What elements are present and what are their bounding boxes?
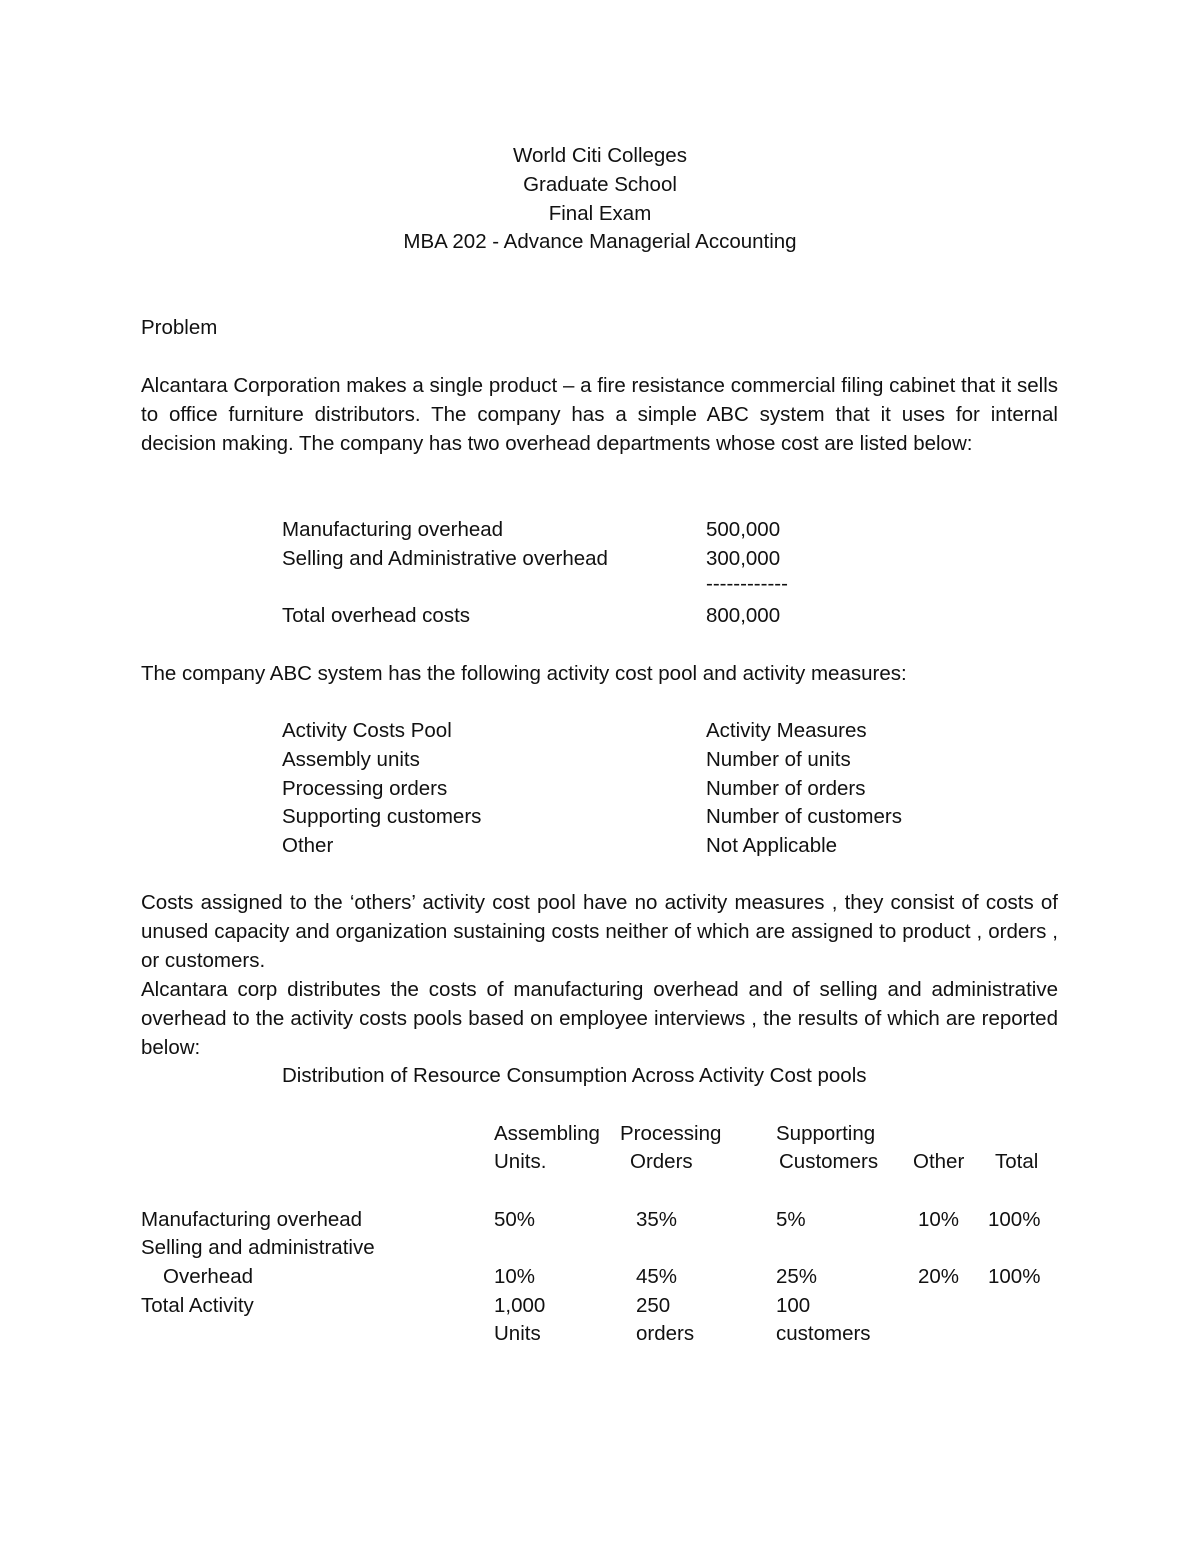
problem-heading: Problem bbox=[141, 316, 218, 339]
cell-assembling-unit: Units bbox=[494, 1322, 541, 1345]
total-label: Total overhead costs bbox=[282, 604, 471, 627]
activity-row bbox=[0, 746, 1200, 775]
school-division: Graduate School bbox=[523, 172, 677, 196]
document-header bbox=[0, 142, 1200, 257]
activity-row bbox=[0, 803, 1200, 832]
activity-measure: Number of units bbox=[706, 748, 851, 771]
cell-other: 10% bbox=[918, 1208, 960, 1231]
costs-paragraph: Costs assigned to the ‘others’ activity cost pool have no activity measures , they consist of costs of unused capacity and organization sustaining costs neither of which are assigned to product , orders , or customers. bbox=[141, 891, 1058, 972]
intro-paragraph: Alcantara Corporation makes a single product – a fire resistance commercial filing cabinet that it sells to office furniture distributors. The company has a simple ABC system that it uses for internal decision making. The company has two overhead departments whose cost are listed below: bbox=[141, 374, 1058, 455]
col-assembling-sub: Units. bbox=[494, 1150, 547, 1173]
cell-processing: 35% bbox=[636, 1208, 678, 1231]
overhead-label: Manufacturing overhead bbox=[282, 518, 504, 541]
activity-measure: Number of orders bbox=[706, 777, 866, 800]
activity-measure: Not Applicable bbox=[706, 834, 838, 857]
course-title: MBA 202 - Advance Managerial Accounting bbox=[403, 230, 797, 254]
overhead-row bbox=[0, 516, 1200, 545]
overhead-label: Selling and Administrative overhead bbox=[282, 547, 608, 570]
dist-header-row bbox=[0, 1120, 1200, 1149]
col-processing: Processing bbox=[620, 1122, 722, 1145]
col-assembling: Assembling bbox=[494, 1122, 600, 1145]
cell-processing-unit: orders bbox=[636, 1322, 695, 1345]
activity-pool: Other bbox=[282, 834, 334, 857]
school-name: World Citi Colleges bbox=[513, 144, 687, 167]
col-supporting-sub: Customers bbox=[779, 1150, 879, 1173]
activity-row bbox=[0, 832, 1200, 861]
row-label: Manufacturing overhead bbox=[141, 1208, 363, 1231]
row-label: Total Activity bbox=[141, 1294, 254, 1317]
distribution-paragraph: Alcantara corp distributes the costs of manufacturing overhead and of selling and administrative overhead to the activity costs pools based on employee interviews , the results of which are reported below: bbox=[141, 978, 1058, 1059]
dist-row-activity bbox=[0, 1292, 1200, 1321]
cell-supporting: 5% bbox=[776, 1208, 806, 1231]
cell-assembling: 50% bbox=[494, 1208, 536, 1231]
dist-row-selling bbox=[0, 1263, 1200, 1292]
cell-assembling: 1,000 bbox=[494, 1294, 546, 1317]
dist-row-selling-label bbox=[0, 1234, 1200, 1263]
cell-other: 20% bbox=[918, 1265, 960, 1288]
abc-intro: The company ABC system has the following activity cost pool and activity measures: bbox=[141, 662, 907, 685]
cell-total: 100% bbox=[988, 1265, 1041, 1288]
activity-header-row bbox=[0, 717, 1200, 746]
exam-title: Final Exam bbox=[548, 201, 652, 225]
cell-total: 100% bbox=[988, 1208, 1041, 1231]
distribution-title: Distribution of Resource Consumption Across Activity Cost pools bbox=[282, 1064, 867, 1087]
total-separator: ------------ bbox=[706, 572, 788, 595]
dist-row-manufacturing bbox=[0, 1206, 1200, 1235]
cell-assembling: 10% bbox=[494, 1265, 536, 1288]
col-total: Total bbox=[995, 1150, 1039, 1173]
activity-row bbox=[0, 775, 1200, 804]
cell-supporting: 25% bbox=[776, 1265, 818, 1288]
cell-processing: 45% bbox=[636, 1265, 678, 1288]
activity-pool: Processing orders bbox=[282, 777, 448, 800]
dist-header-row bbox=[0, 1148, 1200, 1177]
col-other: Other bbox=[913, 1150, 965, 1173]
activity-measure: Number of customers bbox=[706, 805, 902, 828]
cell-supporting: 100 bbox=[776, 1294, 811, 1317]
row-label-cont: Overhead bbox=[163, 1265, 254, 1288]
overhead-amount: 500,000 bbox=[706, 518, 781, 541]
header-measure: Activity Measures bbox=[706, 719, 867, 742]
activity-pool: Assembly units bbox=[282, 748, 420, 771]
total-amount: 800,000 bbox=[706, 604, 781, 627]
dist-row-activity-units bbox=[0, 1320, 1200, 1349]
header-pool: Activity Costs Pool bbox=[282, 719, 452, 742]
separator-row bbox=[0, 570, 1200, 599]
cell-processing: 250 bbox=[636, 1294, 671, 1317]
col-supporting: Supporting bbox=[776, 1122, 876, 1145]
cell-supporting-unit: customers bbox=[776, 1322, 871, 1345]
overhead-total-row bbox=[0, 602, 1200, 631]
col-processing-sub: Orders bbox=[630, 1150, 693, 1173]
activity-pool: Supporting customers bbox=[282, 805, 482, 828]
row-label: Selling and administrative bbox=[141, 1236, 375, 1259]
overhead-amount: 300,000 bbox=[706, 547, 781, 570]
